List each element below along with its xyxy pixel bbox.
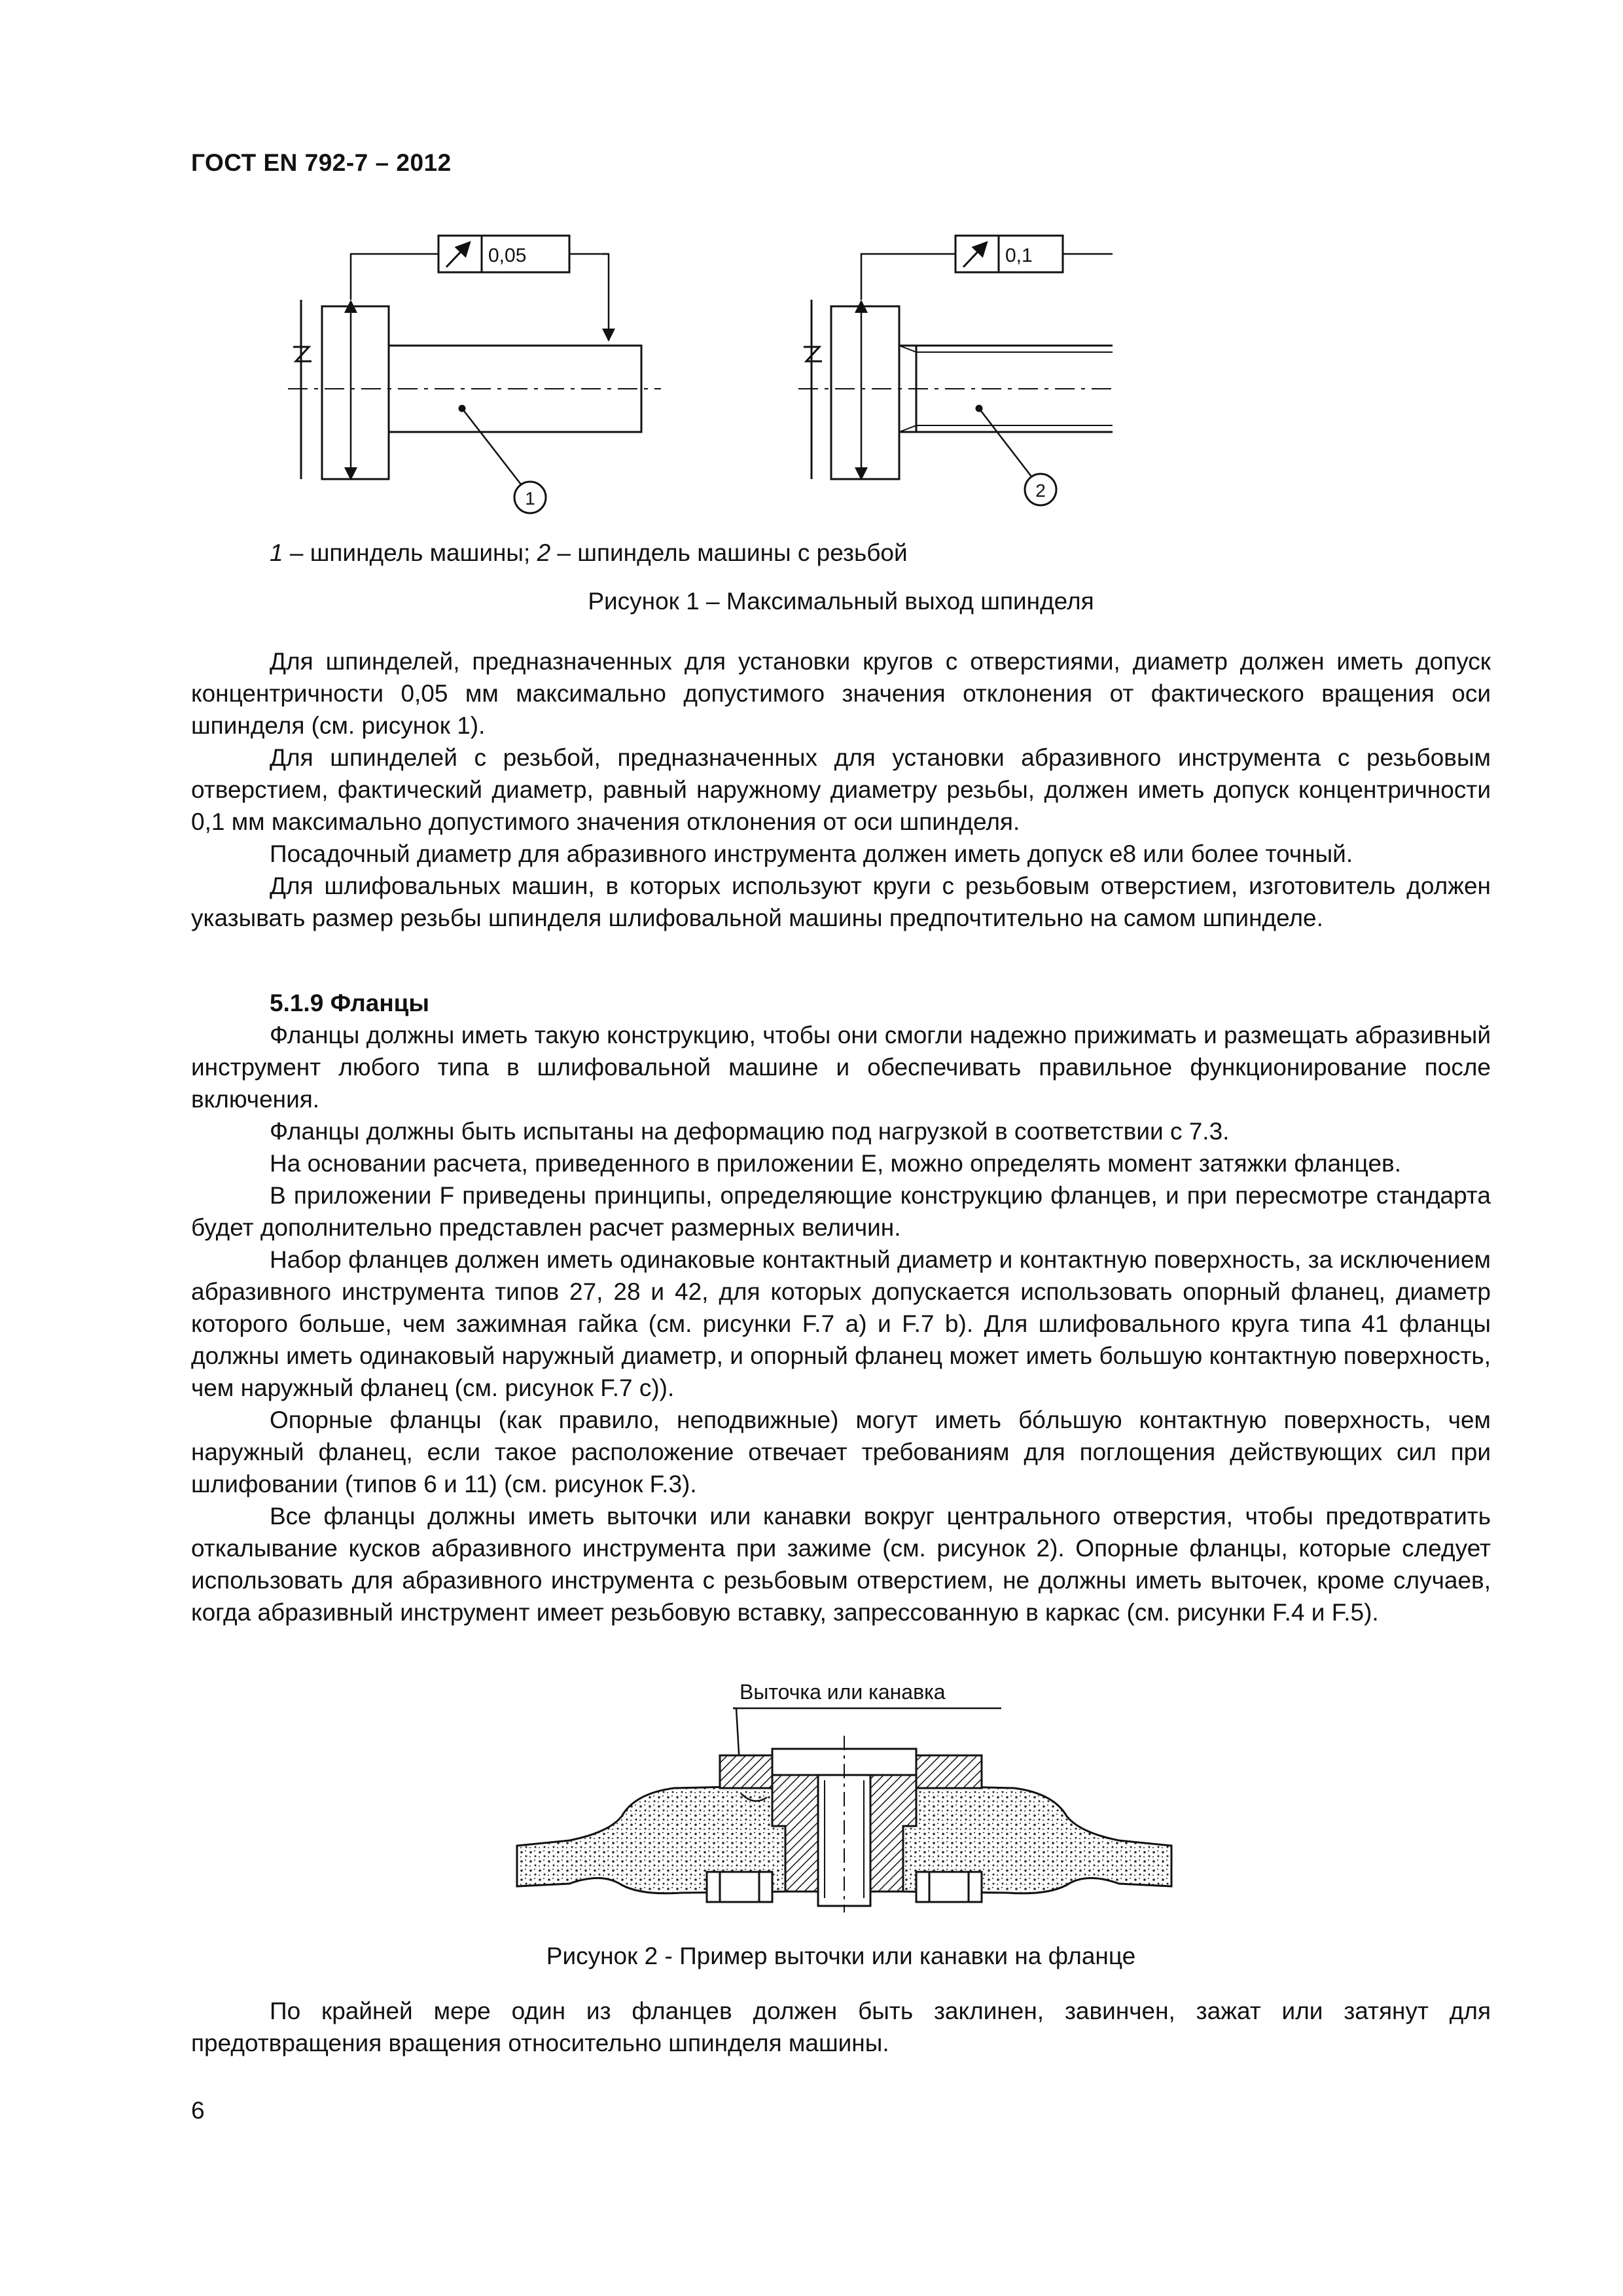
tolerance-value-right: 0,1 [1005,245,1033,266]
body-text-final [191,1995,1491,2059]
page-number: 6 [191,2097,205,2124]
figure-2-drawing [510,1676,1178,1918]
paragraph: Все фланцы должны иметь выточки или канавки вокруг центрального отверстия, чтобы предотвратить откалывание кусков абразивного инструмента при зажиме (см. рисунок 2). Опорные фланцы, которые следует использовать для абразивного инструмента с резьбовым отверстием, не должны иметь выточек, кроме случаев, когда абразивный инструмент имеет резьбовую вставку, запрессованную в каркас (см. рисунки F.4 и F.5). [191,1503,1491,1626]
paragraph: Фланцы должны иметь такую конструкцию, чтобы они смогли надежно прижимать и размещать абразивный инструмент любого типа в шлифовальной машине и обеспечивать правильное функционирование после включения. [191,1022,1491,1113]
legend-number-2: 2 [537,539,551,566]
figure-1-drawing [262,223,1113,530]
paragraph: По крайней мере один из фланцев должен быть заклинен, завинчен, зажат или затянут для предотвращения вращения относительно шпинделя машины. [191,1998,1491,2056]
legend-number-1: 1 [270,539,283,566]
paragraph: Для шпинделей, предназначенных для установки кругов с отверстиями, диаметр должен иметь допуск концентричности 0,05 мм максимально допустимого значения отклонения от фактического вращения оси шпинделя (см. рисунок 1). [191,648,1491,739]
body-text-block-1 [191,645,1491,934]
callout-1: 1 [525,488,535,509]
paragraph: Фланцы должны быть испытаны на деформацию под нагрузкой в соответствии с 7.3. [270,1118,1230,1145]
groove-label: Выточка или канавка [740,1680,946,1704]
paragraph: Набор фланцев должен иметь одинаковые контактный диаметр и контактную поверхность, за исключением абразивного инструмента типов 27, 28 и 42, для которых допускается использовать опорный фланец, диаметр которого больше, чем зажимная гайка (см. рисунки F.7 a) и F.7 b). Для шлифовального круга типа 41 фланцы должны иметь одинаковый наружный диаметр, и опорный фланец может иметь большую контактную поверхность, чем наружный фланец (см. рисунок F.7 c)). [191,1246,1491,1401]
paragraph: В приложении F приведены принципы, определяющие конструкцию фланцев, и при пересмотре стандарта будет дополнительно представлен расчет размерных величин. [191,1182,1491,1241]
figure-1-legend [270,539,908,567]
paragraph: Для шлифовальных машин, в которых используют круги с резьбовым отверстием, изготовитель должен указывать размер резьбы шпинделя шлифовальной машины предпочтительно на самом шпинделе. [191,872,1491,931]
paragraph: На основании расчета, приведенного в приложении Е, можно определять момент затяжки фланцев. [270,1150,1401,1177]
paragraph: Для шпинделей с резьбой, предназначенных для установки абразивного инструмента с резьбовым отверстием, фактический диаметр, равный наружному диаметру резьбы, должен иметь допуск концентричности 0,1 мм максимально допустимого значения отклонения от оси шпинделя. [191,744,1491,835]
legend-text-2: – шпиндель машины с резьбой [550,539,908,566]
paragraph: Опорные фланцы (как правило, неподвижные) могут иметь бóльшую контактную поверхность, чем наружный фланец, если такое расположение отвечает требованиям для поглощения действующих сил при шлифовании (типов 6 и 11) (см. рисунок F.3). [191,1407,1491,1498]
callout-2: 2 [1035,480,1046,501]
paragraph: Посадочный диаметр для абразивного инструмента должен иметь допуск е8 или более точный. [270,840,1353,867]
document-code: ГОСТ EN 792-7 – 2012 [191,149,452,176]
section-5-1-9 [191,987,1491,1628]
figure-1-caption: Рисунок 1 – Максимальный выход шпинделя [588,588,1094,615]
legend-text-1: – шпиндель машины; [283,539,537,566]
figure-2-caption: Рисунок 2 - Пример выточки или канавки на фланце [546,1943,1136,1969]
tolerance-value-left: 0,05 [488,245,527,266]
section-heading: 5.1.9 Фланцы [270,990,430,1016]
